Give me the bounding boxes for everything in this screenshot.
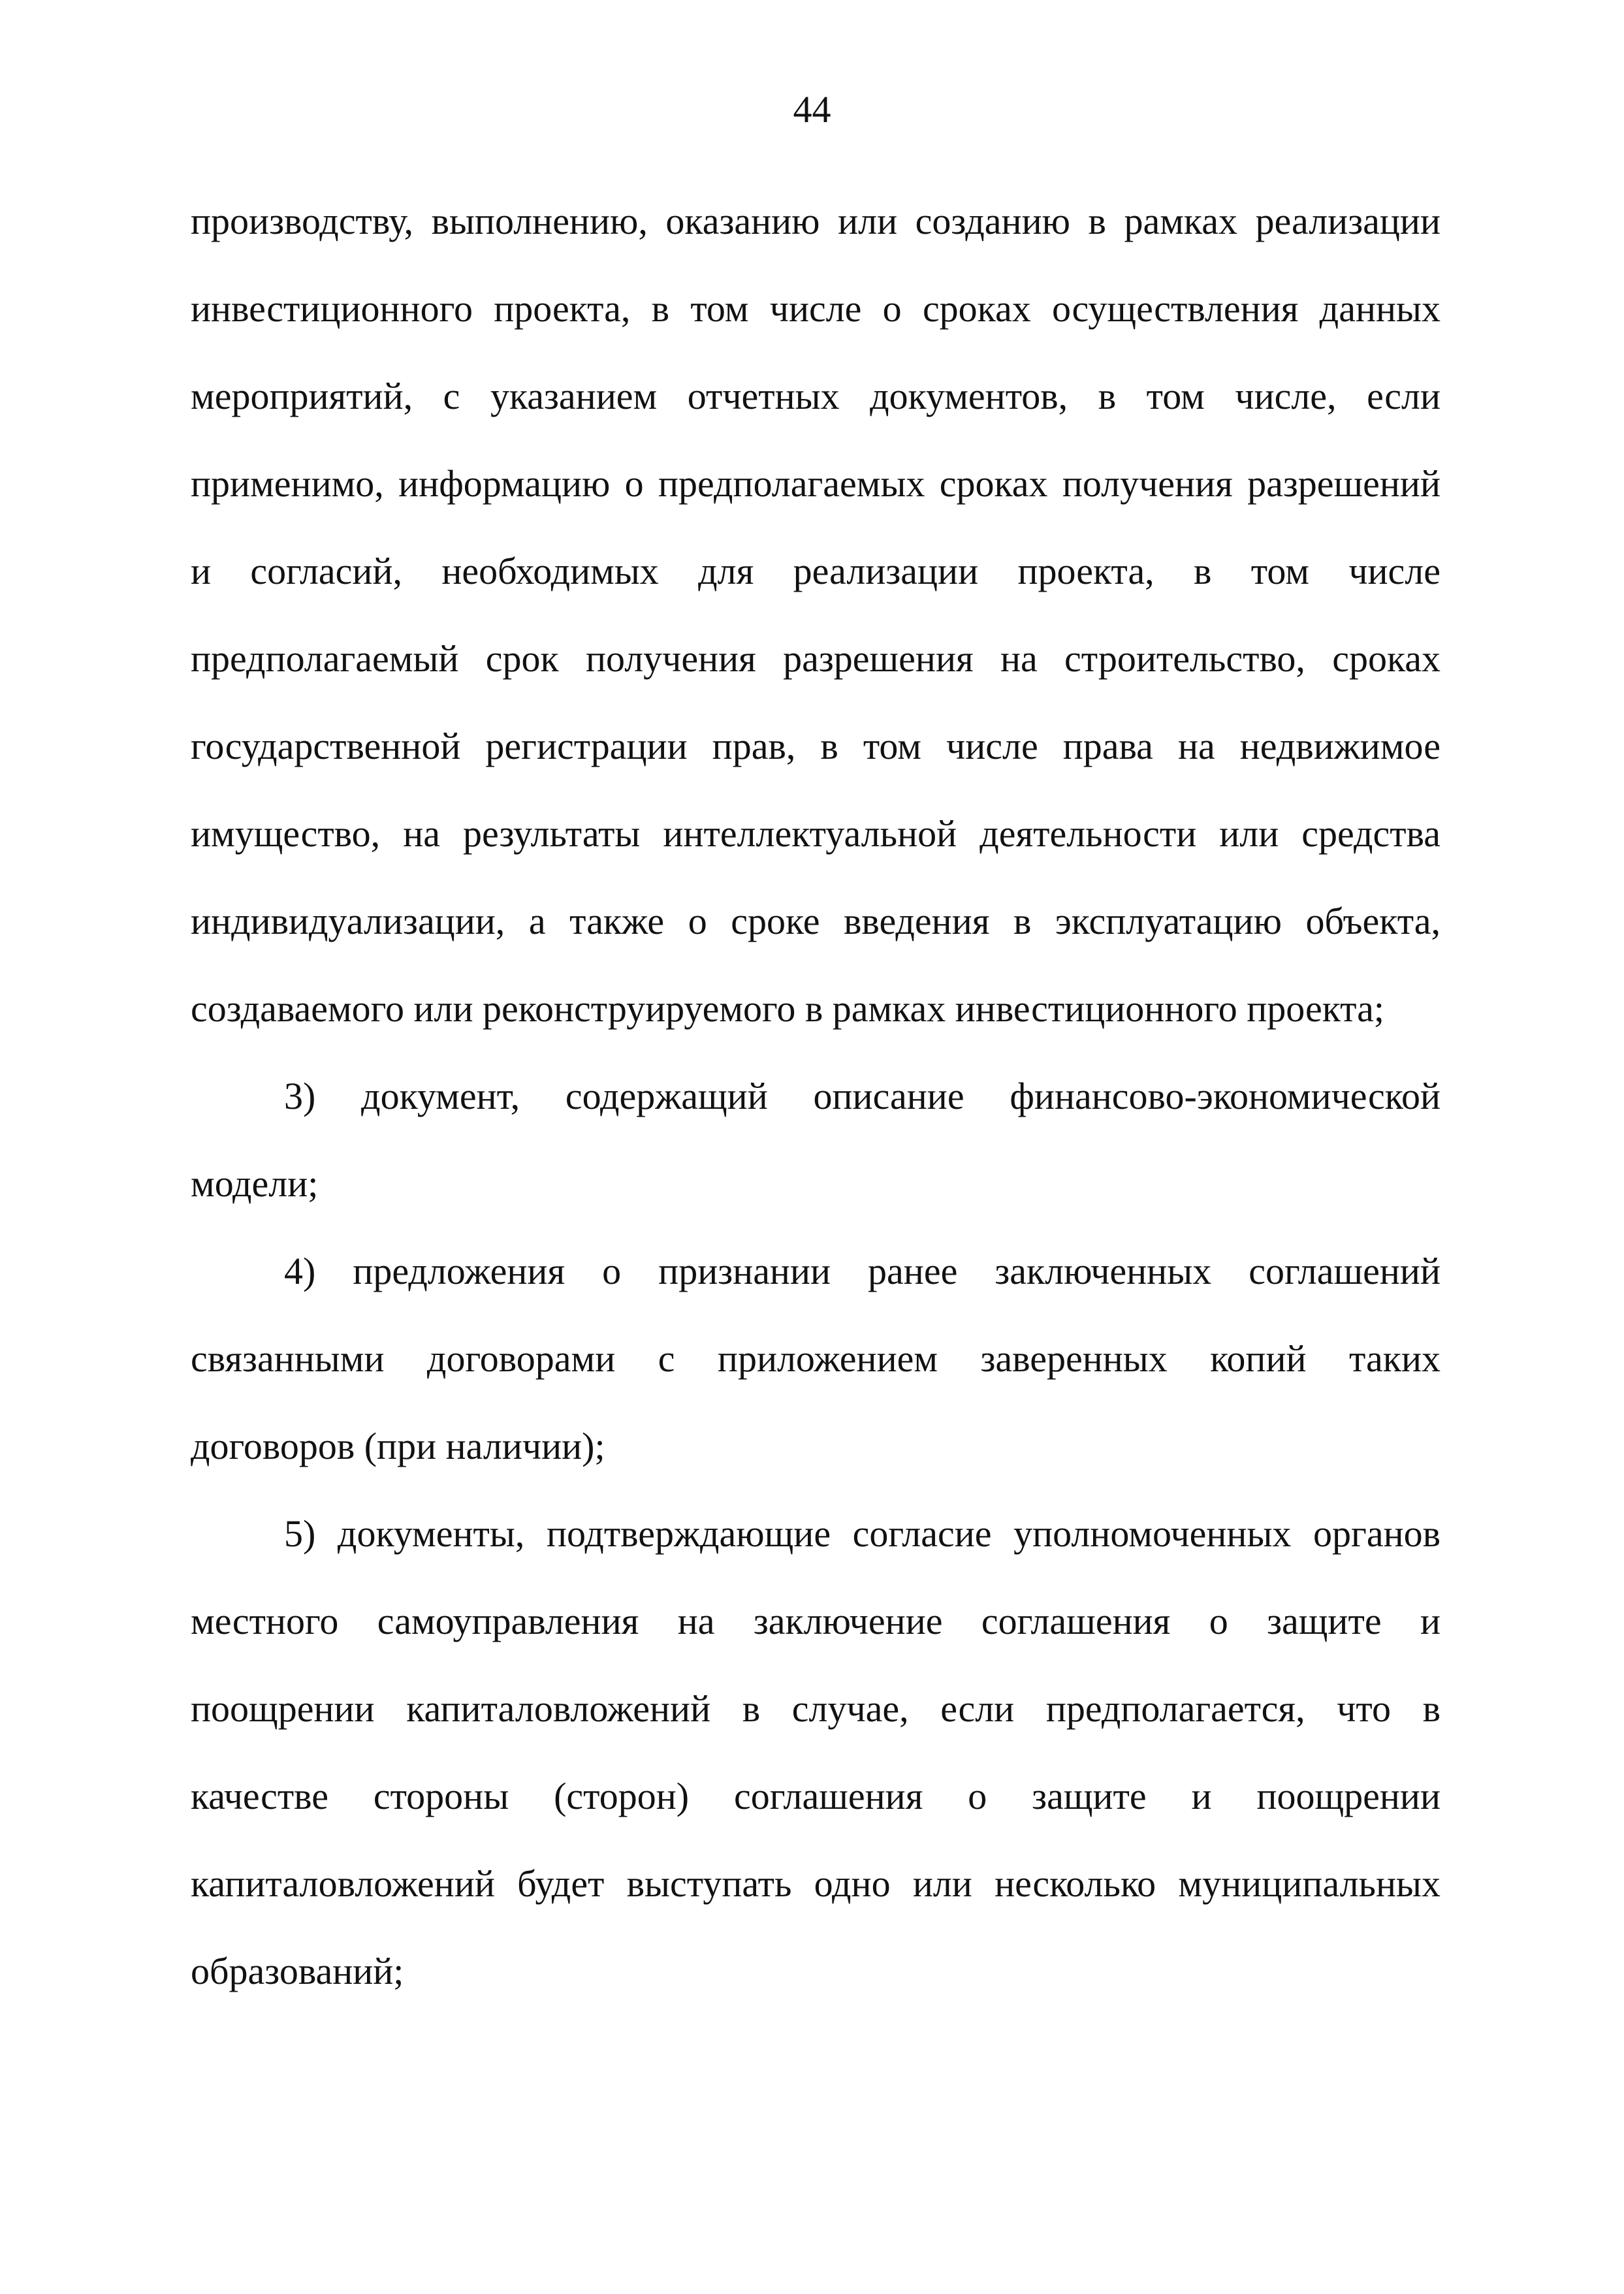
text-line: индивидуализации, а также о сроке введения в эксплуатацию объекта, <box>191 900 1441 942</box>
list-item-5-line: капиталовложений будет выступать одно или несколько муниципальных <box>191 1862 1441 1905</box>
text-line: мероприятий, с указанием отчетных документов, в том числе, если <box>191 375 1441 417</box>
page-number: 44 <box>793 88 831 131</box>
text-line: применимо, информацию о предполагаемых сроках получения разрешений <box>191 462 1441 505</box>
list-item-5-line: местного самоуправления на заключение соглашения о защите и <box>191 1600 1441 1642</box>
text-line: и согласий, необходимых для реализации проекта, в том числе <box>191 550 1441 592</box>
document-body <box>191 178 1441 2015</box>
text-line: производству, выполнению, оказанию или созданию в рамках реализации <box>191 200 1441 242</box>
text-line: инвестиционного проекта, в том числе о сроках осуществления данных <box>191 287 1441 330</box>
list-item-5-line: образований; <box>191 1950 404 1992</box>
list-item-4-line: связанными договорами с приложением заверенных копий таких <box>191 1337 1441 1380</box>
text-line: создаваемого или реконструируемого в рамках инвестиционного проекта; <box>191 987 1385 1030</box>
list-item-3-line: 3) документ, содержащий описание финансово-экономической <box>284 1075 1441 1117</box>
text-line: государственной регистрации прав, в том числе права на недвижимое <box>191 725 1441 767</box>
list-item-5-line: качестве стороны (сторон) соглашения о защите и поощрении <box>191 1775 1441 1817</box>
list-item-5-line: поощрении капиталовложений в случае, если предполагается, что в <box>191 1687 1441 1730</box>
text-line: имущество, на результаты интеллектуальной деятельности или средства <box>191 812 1441 855</box>
list-item-4-line: договоров (при наличии); <box>191 1425 605 1467</box>
list-item-3-line: модели; <box>191 1162 319 1205</box>
list-item-5-line: 5) документы, подтверждающие согласие уполномоченных органов <box>284 1512 1441 1555</box>
list-item-4-line: 4) предложения о признании ранее заключенных соглашений <box>284 1250 1441 1292</box>
text-line: предполагаемый срок получения разрешения на строительство, сроках <box>191 637 1441 680</box>
